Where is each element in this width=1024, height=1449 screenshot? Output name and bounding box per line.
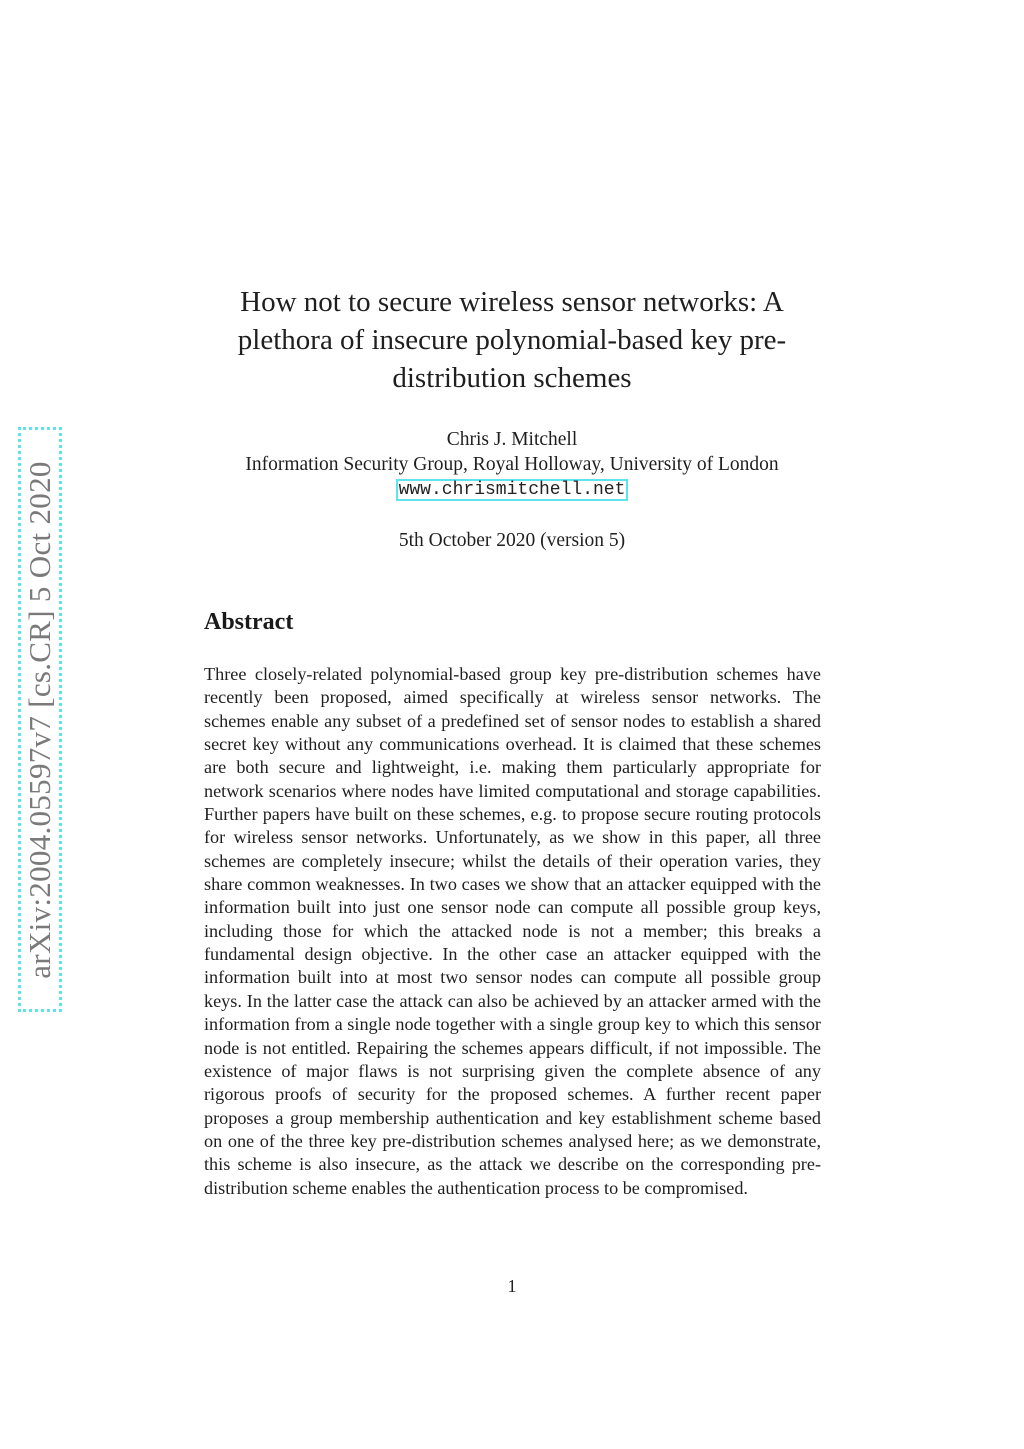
paper-title: How not to secure wireless sensor networks: A plethora of insecure polynomial-based key pre-distribution schemes [237, 286, 787, 394]
arxiv-stamp-link[interactable] [18, 427, 62, 1012]
abstract-heading: Abstract [204, 609, 294, 635]
author-affiliation: Information Security Group, Royal Holloway, University of London [245, 453, 779, 475]
arxiv-stamp-text: arXiv:2004.05597v7 [cs.CR] 5 Oct 2020 [22, 460, 57, 979]
author-block [180, 428, 844, 502]
author-name: Chris J. Mitchell [446, 429, 578, 450]
page-number: 1 [507, 1276, 517, 1296]
abstract-text: Three closely-related polynomial-based group key pre-distribution schemes have recently been proposed, aimed specifically at wireless sensor networks. The schemes enable any subset of a predefined set of sensor nodes to establish a shared secret key without any communications overhead. It is claimed that these schemes are both secure and lightweight, i.e. making them particularly appropriate for network scenarios where nodes have limited computational and storage capabilities. Further papers have built on these schemes, e.g. to propose secure routing protocols for wireless sensor networks. Unfortunately, as we show in this paper, all three schemes are completely insecure; whilst the details of their operation varies, they share common weaknesses. In two cases we show that an attacker equipped with the information built into just one sensor node can compute all possible group keys, including those for which the attacked node is not a member; this breaks a fundamental design objective. In the other case an attacker equipped with the information built into at most two sensor nodes can compute all possible group keys. In the latter case the attack can also be achieved by an attacker armed with the information from a single node together with a single group key to which this sensor node is not entitled. Repairing the schemes appears difficult, if not impossible. The existence of major flaws is not surprising given the complete absence of any rigorous proofs of security for the proposed schemes. A further recent paper proposes a group membership authentication and key establishment scheme based on one of the three key pre-distribution schemes analysed here; as we demonstrate, this scheme is also insecure, as the attack we describe on the corresponding pre-distribution scheme enables the authentication process to be compromised. [204, 664, 821, 1198]
paper-date: 5th October 2020 (version 5) [398, 530, 626, 551]
author-url-link[interactable]: www.chrismitchell.net [396, 479, 629, 501]
